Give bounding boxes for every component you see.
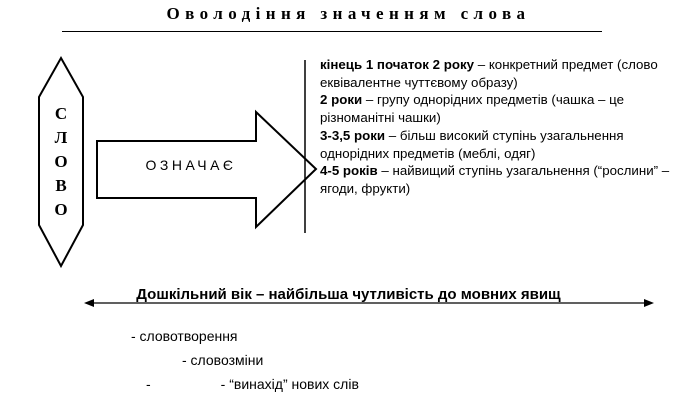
stage-age: кінець 1 початок 2 року bbox=[320, 57, 475, 72]
stage-age: 4-5 років bbox=[320, 163, 378, 179]
list-item: - - “винахід” нових слів bbox=[146, 376, 359, 392]
stage-desc: – більш високий ступінь узагальнення однорідних предметів (меблі, одяг) bbox=[320, 127, 624, 161]
word-letter: О bbox=[54, 200, 68, 219]
means-label: ОЗНАЧАЄ bbox=[145, 157, 237, 173]
list-item: - словозміни bbox=[182, 352, 264, 368]
stage-age: 3-3,5 роки bbox=[320, 127, 386, 143]
word-letter: Л bbox=[54, 128, 68, 147]
word-letter: О bbox=[54, 152, 68, 171]
stages-list bbox=[320, 56, 680, 198]
stage-item bbox=[320, 162, 680, 197]
stage-desc: – найвищий ступінь узагальнення (“рослини” – ягоди, фрукти) bbox=[320, 163, 670, 196]
word-letter: С bbox=[54, 104, 68, 123]
list-item: - словотворення bbox=[131, 328, 238, 344]
stage-item bbox=[320, 127, 680, 162]
preschool-heading: Дошкільний вік – найбільша чутливість до мовних явищ bbox=[136, 286, 561, 303]
stage-age: 2 роки bbox=[320, 92, 363, 108]
stage-desc: – групу однорідних предметів (чашка – це різноманітні чашки) bbox=[320, 92, 624, 126]
stage-desc: – конкретний предмет (слово еквівалентне чуттєвому образу) bbox=[320, 57, 658, 90]
stage-item bbox=[320, 56, 680, 91]
stage-item bbox=[320, 91, 680, 126]
diagram-title: Оволодіння значенням слова bbox=[166, 4, 531, 23]
word-letter: В bbox=[55, 176, 67, 195]
